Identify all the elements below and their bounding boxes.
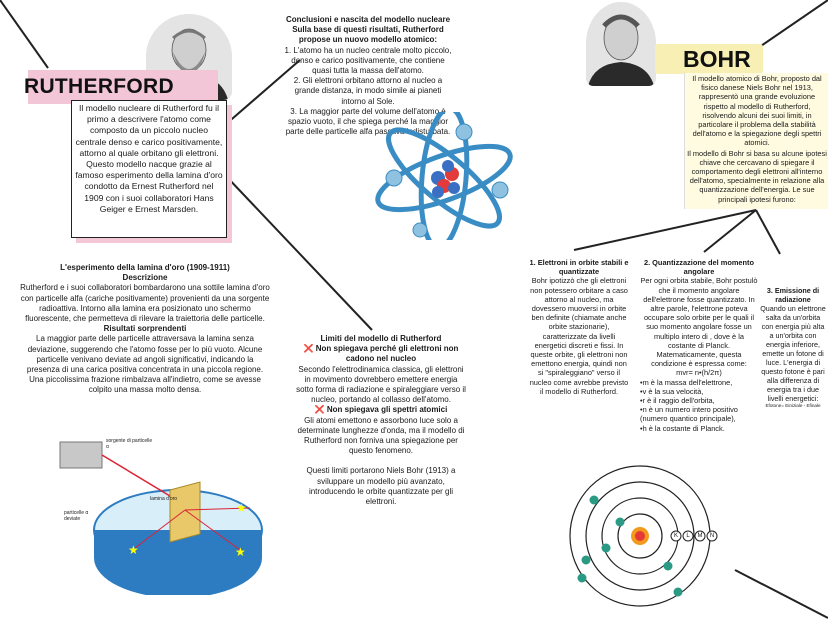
bohr-intro-box (684, 73, 828, 209)
conclusioni-subtitle: Sulla base di questi risultati, Rutherford propose un nuovo modello atomico: (292, 25, 444, 45)
ipotesi-2-title: 2. Quantizzazione del momento angolare (643, 258, 755, 277)
esperimento-desc: Rutherford e i suoi collaboratori bombardarono una sottile lamina d'oro con particelle alfa (cariche positivamente) provenienti da una sorgente radioattiva. Intorno alla lamina era posizionato uno schermo fluorescente, che permetteva di rilevare la traiettoria delle particelle. (20, 283, 270, 324)
rutherford-intro: Il modello nucleare di Rutherford fu il primo a descrivere l'atomo come composto da un piccolo nucleo centrale denso e carico positivamente, attorno al quale orbitano gli elettroni. Questo modello nacque grazie al famoso esperimento della lamina d'oro condotto da Ernest Rutherford nel 1909 con i suoi collaboratori Hans Geiger e Ernest Marsden. (75, 103, 223, 214)
limiti-point1: Secondo l'elettrodinamica classica, gli elettroni in movimento dovrebbero emettere energia sotto forma di radiazione e spiraleggiare verso il nucleo, portando al collasso dell'atomo. (296, 364, 466, 405)
ipotesi-1-title: 1. Elettroni in orbite stabili e quantizzate (529, 258, 629, 277)
limiti-title: Limiti del modello di Rutherford (320, 334, 442, 343)
ipotesi-3-text: Quando un elettrone salta da un'orbita con energia più alta a un'orbita con energia inferiore, emette un fotone di luce. L'energia di questo fotone è pari alla differenza di energia tra i due livelli energetici: (760, 304, 826, 403)
label-foil: lamina d'oro (150, 496, 178, 502)
esperimento-title: L'esperimento della lamina d'oro (1909-1911) (60, 263, 230, 272)
ipotesi-2-var: •n è un numero intero positivo (numero quantico principale), (640, 405, 738, 424)
ipotesi-2-var: •h è la costante di Planck. (640, 423, 725, 433)
ipotesi-1-text: Bohr ipotizzò che gli elettroni non potessero orbitare a caso attorno al nucleo, ma dovessero muoversi in orbite ben definite (chiamate anche orbite stazionarie), caratterizzate da livelli energetici discreti e fissi. In queste orbite, gli elettroni non emettono energia, quindi non si "spiraleggiano" verso il nucleo come avrebbe previsto il modello di Rutherford. (529, 276, 629, 396)
limiti-point2: Gli atomi emettono e assorbono luce solo a determinate lunghezze d'onda, ma il modello di Rutherford non forniva una spiegazione per questo fenomeno. (297, 415, 465, 456)
svg-text:★: ★ (235, 545, 246, 559)
ipotesi-2-text2: Matematicamente, questa condizione è espressa come: (651, 350, 747, 369)
conclusioni-item-2: 2. Gli elettroni orbitano attorno al nucleo a grande distanza, in modo simile ai pianeti intorno al Sole. (293, 76, 443, 106)
svg-text:★: ★ (236, 501, 247, 515)
ipotesi-3 (760, 286, 826, 409)
conclusioni-item-1: 1. L'atomo ha un nucleo centrale molto piccolo, denso e carico positivamente, che contiene quasi tutta la massa dell'atomo. (284, 45, 452, 76)
rutherford-intro-box (71, 100, 227, 238)
ipotesi-1 (528, 258, 630, 396)
limiti-point2-heading: ❌ Non spiegava gli spettri atomici (314, 405, 448, 415)
rutherford-title: RUTHERFORD (24, 75, 174, 98)
ipotesi-2-var: •v è la sua velocità, (640, 386, 704, 396)
shell-label-m: M (697, 533, 703, 539)
bohr-title: BOHR (683, 46, 751, 72)
gold-foil-figure (40, 430, 265, 595)
shell-label-n: N (709, 533, 715, 539)
limiti-section (296, 334, 466, 507)
svg-text:★: ★ (128, 543, 139, 557)
bohr-intro-1: Il modello atomico di Bohr, proposto dal fisico danese Niels Bohr nel 1913, rappresentò una grande evoluzione rispetto al modello di Rutherford, risolvendo alcuni dei suoi limiti, in particolare il problema della stabilità dell'atomo e la spiegazione degli spettri atomici. (692, 74, 822, 148)
conclusioni-item-3: 3. La maggior parte del volume dell'atomo è spazio vuoto, il che spiega perché la maggior parte delle particelle alfa passava indisturbata. (285, 106, 451, 137)
bohr-atom-diagram (560, 460, 730, 615)
ipotesi-3-title: 3. Emissione di radiazione (766, 286, 820, 304)
ipotesi-3-formula: Efotone= Einiziale - Efinale (765, 403, 821, 408)
shell-label-l: L (686, 533, 690, 539)
ipotesi-2-formula: mvr= n•(h/2π) (676, 368, 722, 378)
shell-label-k: K (673, 533, 678, 539)
label-source: sorgente di particelle α (106, 438, 153, 450)
esperimento-results-heading: Risultati sorprendenti (103, 324, 187, 334)
rutherford-title-banner (24, 70, 218, 104)
ipotesi-2 (640, 258, 758, 433)
conclusioni-title: Conclusioni e nascita del modello nucleare (285, 15, 451, 24)
label-deflected: particelle α deviate (64, 510, 89, 522)
esperimento-section (20, 263, 270, 396)
ipotesi-2-text: Per ogni orbita stabile, Bohr postulò che il momento angolare dell'elettrone fosse quantizzato. In altre parole, l'elettrone poteva occupare solo orbite per le quali il suo momento angolare fosse un multiplo intero di , dove è la costante di Planck. (640, 276, 758, 350)
bohr-portrait (586, 2, 656, 86)
ipotesi-2-var: •m è la massa dell'elettrone, (640, 377, 733, 387)
esperimento-results: La maggior parte delle particelle attraversava la lamina senza deviazione, suggerendo che l'atomo fosse per lo più vuoto. Alcune particelle venivano deviate ad angoli significativi, indicando la presenza di una carica positiva concentrata in una piccola regione. Una piccolissima frazione rimbalzava all'indietro, come se avesse colpito una massa molto densa. (26, 334, 264, 395)
atom-illustration (368, 112, 520, 240)
esperimento-desc-heading: Descrizione (122, 273, 168, 283)
bohr-title-banner (655, 44, 763, 74)
limiti-conclusion: Questi limiti portarono Niels Bohr (1913) a sviluppare un modello più avanzato, introducendo le orbite quantizzate per gli elettroni. (306, 466, 456, 507)
bohr-intro-2: Il modello di Bohr si basa su alcune ipotesi chiave che cercavano di spiegare il comportamento degli elettroni all'interno dell'atomo, specialmente in relazione alla quantizzazione dell'energia. Le sue principali ipotesi furono: (687, 148, 827, 204)
limiti-point1-heading: ❌ Non spiegava perché gli elettroni non cadono nel nucleo (303, 344, 459, 364)
ipotesi-2-var: •r è il raggio dell'orbita, (640, 396, 715, 406)
